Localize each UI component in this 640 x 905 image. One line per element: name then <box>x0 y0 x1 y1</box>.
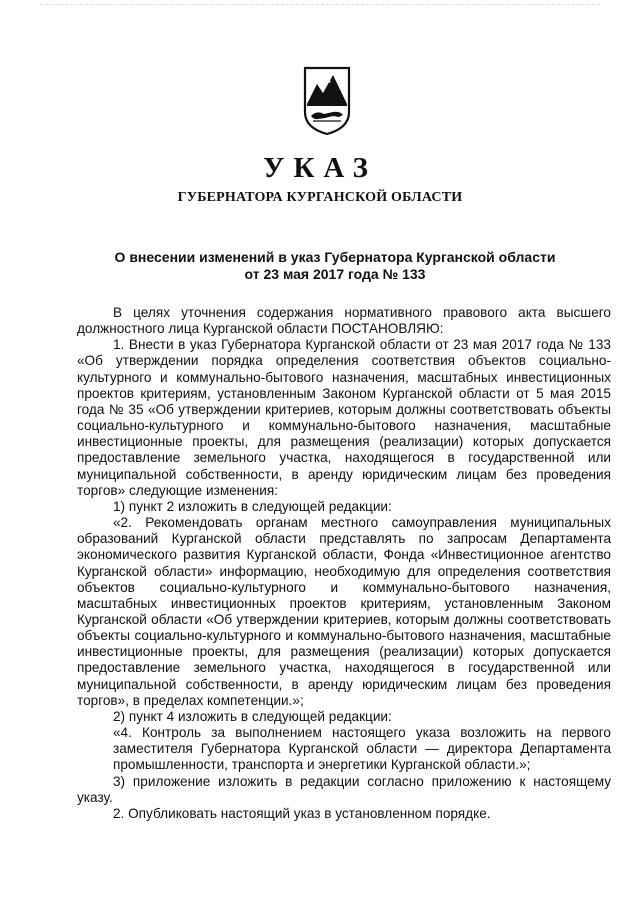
paragraph-subitem-1: 1) пункт 2 изложить в следующей редакции: <box>113 498 392 514</box>
document-title: УКАЗ <box>263 152 377 184</box>
paragraph-new-clause-2: «2. Рекомендовать органам местного самоуправления муниципальных образований Курганской области представлять по запросам Департамента экономического развития Курганской области, Фонда «Инвестиционное агентство Курганской области» информацию, необходимую для определения соответствия объектов социально-культурного и коммунально-бытового назначения, масштабных инвестиционных проектов критериям, установленным Законом Курганской области «Об утверждении критериев, которым должны соответствовать объекты социально-культурного и коммунально-бытового назначения, масштабные инвестиционные проекты, для размещения (реализации) которых допускается предоставление земельного участка, находящегося в государственной или муниципальной собственности, в аренду юридическим лицам без проведения торгов», в пределах компетенции.»; <box>77 515 611 708</box>
paragraph-item-1: 1. Внести в указ Губернатора Курганской области от 23 мая 2017 года № 133 «Об утверждении порядка определения соответствия объектов социально-культурного и коммунально-бытового назначения, масштабных инвестиционных проектов критериям, установленным Законом Курганской области от 5 мая 2015 года № 35 «Об утверждении критериев, которым должны соответствовать объекты социально-культурного и коммунально-бытового назначения, масштабные инвестиционные проекты, для размещения (реализации) которых допускается предоставление земельного участка, находящегося в государственной или муниципальной собственности, в аренду юридическим лицам без проведения торгов» следующие изменения: <box>77 337 611 498</box>
coat-of-arms-emblem-icon <box>303 66 351 136</box>
paragraph-item-2: 2. Опубликовать настоящий указ в установленном порядке. <box>113 805 491 821</box>
scan-artifact-line <box>40 4 600 7</box>
document-body <box>77 305 611 822</box>
heading-line: от 23 мая 2017 года № 133 <box>244 266 426 282</box>
paragraph-new-clause-4: «4. Контроль за выполнением настоящего указа возложить на первого заместителя Губернатора Курганской области — директора Департамента промышленности, транспорта и энергетики Курганской области.»; <box>113 725 611 773</box>
document-issuer: ГУБЕРНАТОРА КУРГАНСКОЙ ОБЛАСТИ <box>177 190 463 205</box>
paragraph-subitem-3: 3) приложение изложить в редакции согласно приложению к настоящему указу. <box>77 773 611 805</box>
heading-line: О внесении изменений в указ Губернатора Курганской области <box>114 249 556 265</box>
paragraph-preamble: В целях уточнения содержания нормативного правового акта высшего должностного лица Курганской области ПОСТАНОВЛЯЮ: <box>77 305 611 337</box>
document-heading <box>90 249 580 283</box>
paragraph-subitem-2: 2) пункт 4 изложить в следующей редакции: <box>113 708 392 724</box>
